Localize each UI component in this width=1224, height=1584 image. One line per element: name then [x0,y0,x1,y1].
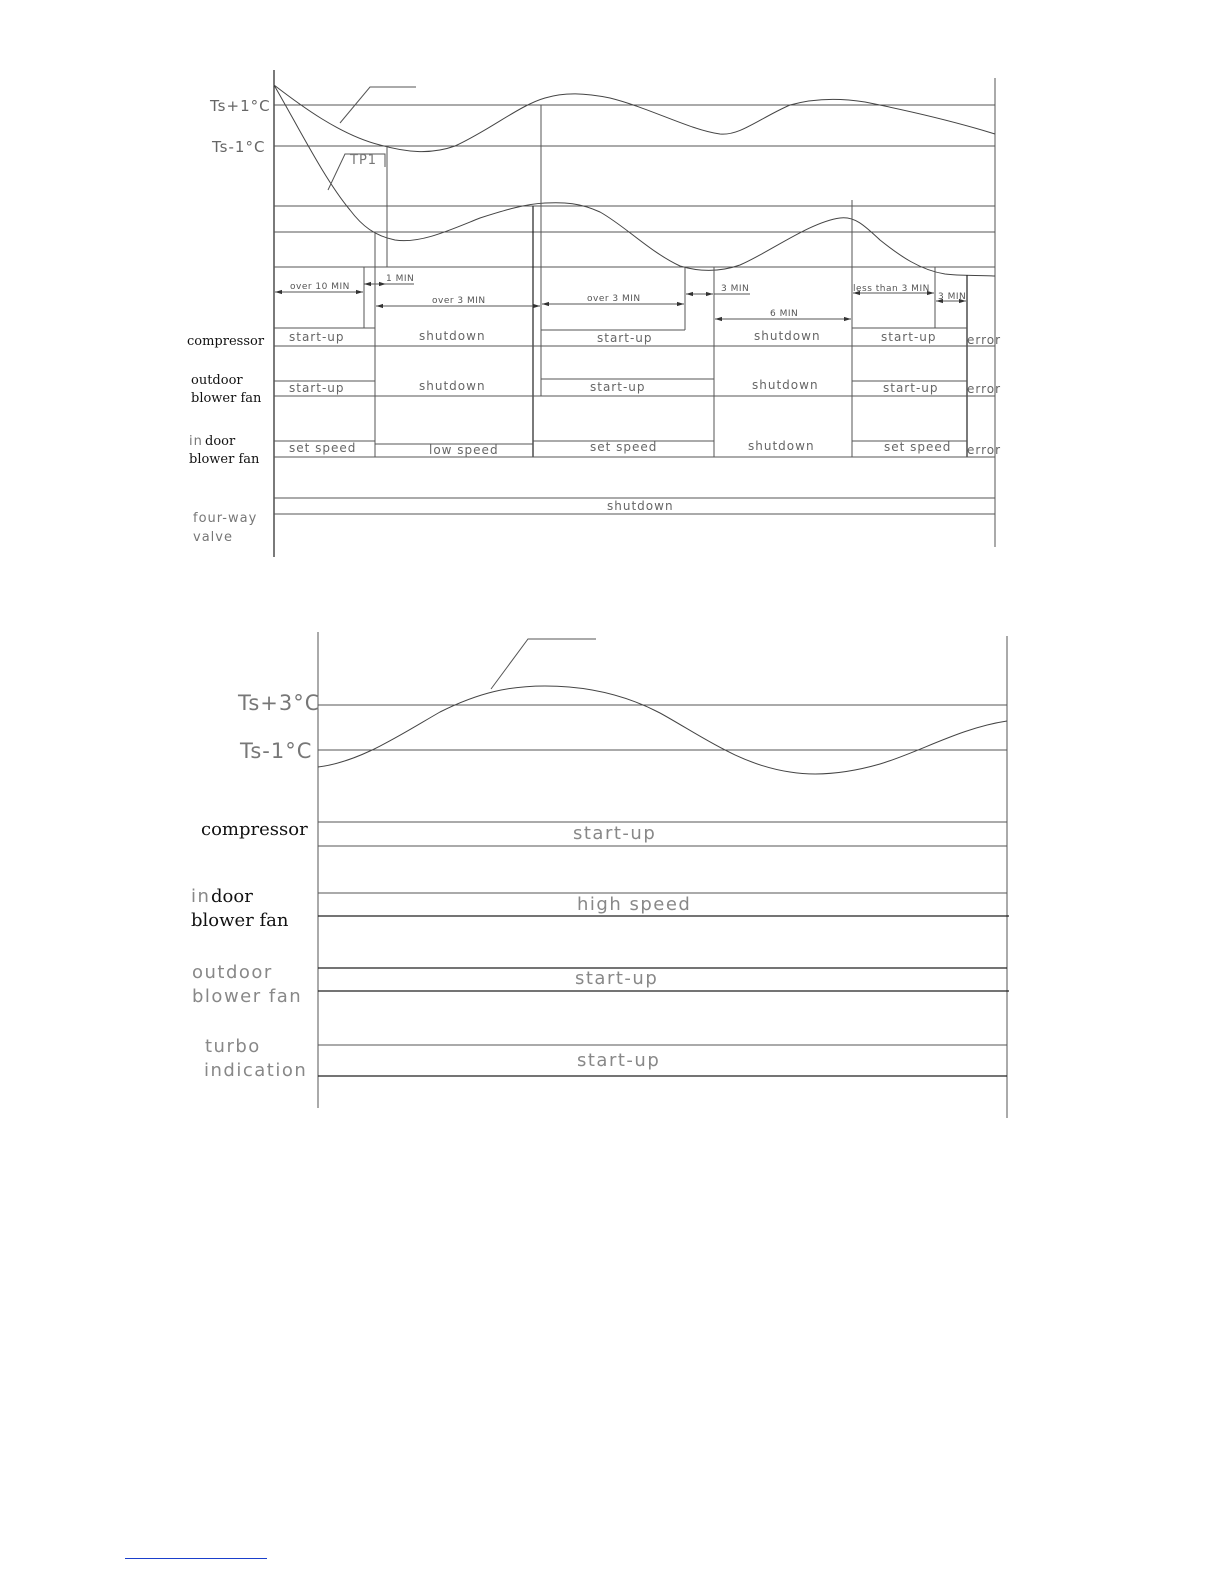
d1-fourway-state: shutdown [607,499,674,513]
d1-in-state-4: shutdown [748,439,815,453]
d1-interval-7: less than 3 MIN [853,284,930,294]
d1-out-state-6: error [967,382,1002,396]
d1-interval-8: 3 MIN [938,292,967,302]
d1-indoor-label-2: blower fan [189,452,260,467]
d1-in-state-3: set speed [590,440,658,454]
d1-interval-4: over 3 MIN [587,294,641,304]
d1-indoor-label-door: door [205,434,236,449]
d1-temp-upper-label: Ts+1°C [210,97,271,115]
d2-outdoor-label-1: outdoor [192,962,273,983]
d1-out-state-2: shutdown [419,379,486,393]
d2-turbo-state: start-up [577,1050,661,1071]
d1-indoor-label-in: in [189,434,203,449]
d1-interval-1: over 10 MIN [290,282,350,292]
d1-interval-5: 3 MIN [721,284,750,294]
d1-interval-6: 6 MIN [770,309,799,319]
d2-indoor-label-2: blower fan [191,910,289,931]
d1-compressor-label: compressor [187,334,265,349]
d1-fourway-label-1: four-way [193,511,258,526]
d1-in-state-1: set speed [289,441,357,455]
d2-compressor-label: compressor [201,819,308,840]
d1-comp-state-6: error [967,333,1002,347]
d2-comp-state: start-up [573,823,657,844]
d1-comp-state-4: shutdown [754,329,821,343]
d1-comp-state-5: start-up [881,330,937,344]
d1-outdoor-label-1: outdoor [191,373,243,388]
d1-outdoor-label-2: blower fan [191,391,262,406]
d1-fourway-label-2: valve [193,530,233,545]
diagram-1 [187,70,1001,557]
d1-comp-state-1: start-up [289,330,345,344]
d1-out-state-4: shutdown [752,378,819,392]
d2-room-temp-curve [318,686,1007,774]
d2-temp-upper-label: Ts+3°C [238,691,321,715]
d2-turbo-label-2: indication [204,1060,308,1081]
d1-interval-2: 1 MIN [386,274,415,284]
d2-indoor-label-in: in [191,886,211,907]
d1-interval-3: over 3 MIN [432,296,486,306]
d2-room-temp-leader [491,639,596,689]
d1-in-state-2: low speed [429,443,499,457]
d2-out-state: start-up [575,968,659,989]
d1-out-state-5: start-up [883,381,939,395]
d2-outdoor-label-2: blower fan [192,986,303,1007]
d1-tp1-curve [274,85,995,276]
d1-tp1-label: TP1 [350,153,378,168]
d2-in-state: high speed [577,894,692,915]
d2-indoor-label-door: door [211,886,253,907]
footer-link-underline[interactable] [125,1558,267,1559]
d1-out-state-1: start-up [289,381,345,395]
d1-temp-lower-label: Ts-1°C [212,138,266,156]
d1-room-temp-curve [274,85,995,152]
diagram-2 [191,632,1009,1118]
d1-in-state-5: set speed [884,440,952,454]
d1-out-state-3: start-up [590,380,646,394]
d1-comp-state-3: start-up [597,331,653,345]
d1-comp-state-2: shutdown [419,329,486,343]
d2-turbo-label-1: turbo [205,1036,261,1057]
d1-in-state-6: error [967,443,1002,457]
d2-temp-lower-label: Ts-1°C [240,739,313,763]
